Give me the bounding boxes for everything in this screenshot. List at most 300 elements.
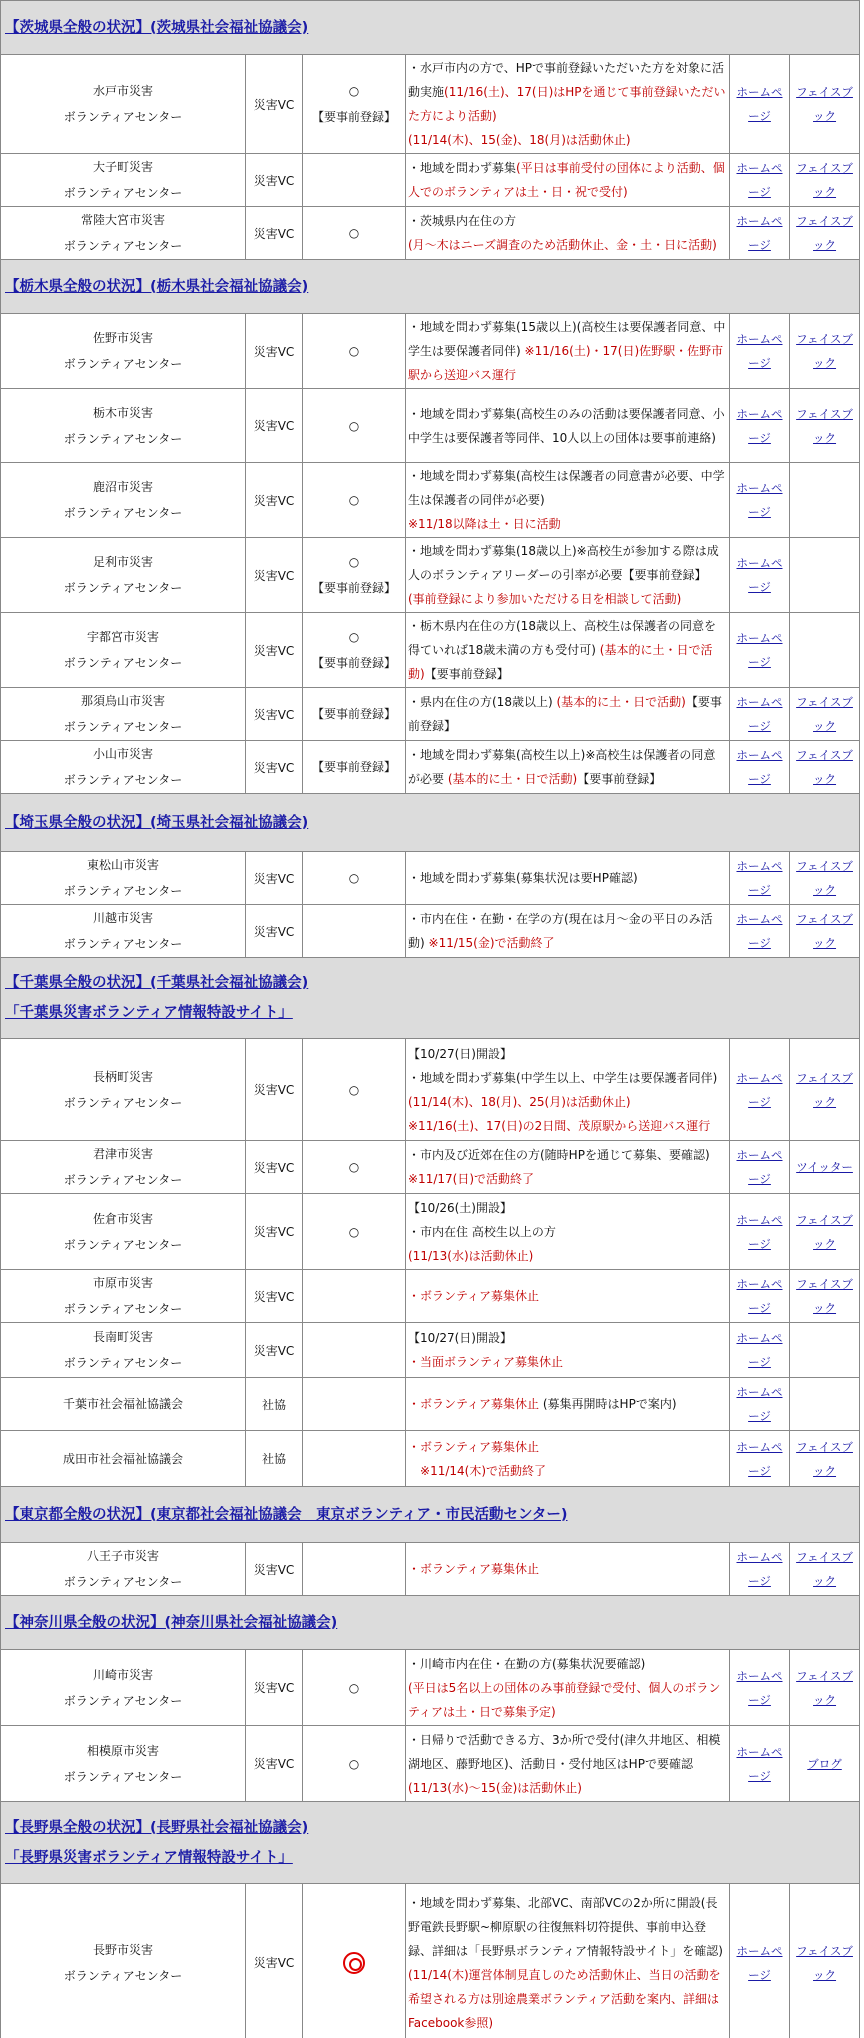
- center-name: [1, 463, 246, 538]
- recruit-note: [406, 1884, 730, 2038]
- table-row: [1, 207, 860, 260]
- homepage-cell: [730, 314, 790, 389]
- homepage-cell: [730, 538, 790, 613]
- tokyo-link[interactable]: 【東京都全般の状況】(東京都社会福祉協議会 東京ボランティア・市民活動センター): [5, 1506, 568, 1523]
- facebook-link[interactable]: フェイスブック: [796, 1439, 853, 1478]
- center-name-line2: ボランティアセンター: [63, 656, 183, 670]
- note-text: ・地域を問わず募集(高校生は保護者の同意書が必要、中学生は保護者の同伴が必要): [408, 469, 725, 507]
- homepage-cell: [730, 207, 790, 260]
- homepage-cell: [730, 154, 790, 207]
- homepage-cell: [730, 905, 790, 958]
- facebook-cell: [790, 613, 860, 688]
- center-name-line1: 栃木市災害: [92, 405, 153, 420]
- facebook-link[interactable]: フェイスブック: [796, 859, 853, 897]
- recruit-status: 【要事前登録】: [303, 688, 406, 741]
- center-name-line1: 宇都宮市災害: [86, 630, 159, 644]
- table-row: [1, 1039, 860, 1141]
- center-name-line1: 小山市災害: [92, 747, 153, 761]
- note-red: ※11/14(木)で活動終了: [420, 1463, 547, 1478]
- center-type: 災害VC: [246, 1884, 303, 2038]
- facebook-link[interactable]: フェイスブック: [796, 1212, 853, 1251]
- kanagawa-link[interactable]: 【神奈川県全般の状況】(神奈川県社会福祉協議会): [5, 1614, 338, 1631]
- note-red: (11/13(水)は活動休止): [408, 1248, 534, 1263]
- recruit-status: [303, 1270, 406, 1323]
- recruit-note: [406, 1431, 730, 1487]
- center-type: 災害VC: [246, 538, 303, 613]
- facebook-cell: [790, 538, 860, 613]
- facebook-link[interactable]: フェイスブック: [796, 85, 853, 123]
- recruit-status: [303, 1323, 406, 1378]
- center-name-line2: ボランティアセンター: [63, 1237, 183, 1252]
- facebook-link[interactable]: フェイスブック: [796, 214, 853, 252]
- section-header-row: [1, 260, 860, 314]
- center-name-line2: ボランティアセンター: [63, 1356, 183, 1370]
- center-name: [1, 1650, 246, 1726]
- facebook-link[interactable]: フェイスブック: [796, 406, 853, 445]
- note-red: (11/14(木)、18(月)、25(月)は活動休止): [408, 1094, 631, 1109]
- note-text: ・地域を問わず募集: [408, 161, 517, 175]
- recruit-status: [303, 55, 406, 154]
- table-row: [1, 389, 860, 463]
- center-name-line1: 長南町災害: [92, 1330, 153, 1344]
- homepage-link[interactable]: ホームページ: [736, 1550, 783, 1588]
- chiba-link[interactable]: 【千葉県全般の状況】(千葉県社会福祉協議会): [5, 975, 309, 991]
- center-name-line2: ボランティアセンター: [63, 1693, 183, 1708]
- center-name-line2: ボランティアセンター: [63, 1575, 183, 1589]
- homepage-cell: [730, 1270, 790, 1323]
- recruit-status: ○: [303, 314, 406, 389]
- table-row: [1, 463, 860, 538]
- recruit-status: [303, 905, 406, 958]
- center-name: [1, 389, 246, 463]
- center-name: [1, 1141, 246, 1194]
- recruit-note: [406, 1543, 730, 1596]
- center-name-line2: ボランティアセンター: [63, 1173, 183, 1187]
- homepage-link[interactable]: ホームページ: [736, 1439, 783, 1478]
- facebook-link[interactable]: フェイスブック: [796, 695, 853, 733]
- facebook-link[interactable]: フェイスブック: [796, 1277, 853, 1315]
- note-red: (11/14(木)運営体制見直しのため活動休止、当日の活動を希望される方は別途農業ボランティア活動を案内、詳細はFacebook参照): [408, 1967, 721, 2030]
- recruit-status: [303, 1543, 406, 1596]
- table-row: [1, 1726, 860, 1802]
- center-type: 災害VC: [246, 1270, 303, 1323]
- facebook-cell: [790, 207, 860, 260]
- homepage-link[interactable]: ホームページ: [736, 912, 783, 950]
- center-name-line2: ボランティアセンター: [63, 884, 183, 898]
- note-text: ・市内及び近郊在住の方(随時HPを通じて募集、要確認): [408, 1148, 710, 1162]
- center-name: [1, 1270, 246, 1323]
- section-tochigi-header: [1, 260, 860, 314]
- note-text: 【10/26(土)開設】: [408, 1200, 512, 1215]
- table-row: [1, 314, 860, 389]
- note-text: 【10/27(日)開設】: [408, 1331, 512, 1345]
- circle-mark: ○: [348, 555, 360, 569]
- facebook-link[interactable]: フェイスブック: [796, 332, 853, 370]
- homepage-link[interactable]: ホームページ: [736, 1331, 783, 1369]
- homepage-cell: [730, 1431, 790, 1487]
- facebook-cell: [790, 1039, 860, 1141]
- recruit-status: [303, 154, 406, 207]
- table-row: [1, 688, 860, 741]
- center-name: [1, 905, 246, 958]
- center-name-line1: 水戸市災害: [92, 84, 153, 98]
- center-type: 災害VC: [246, 1194, 303, 1270]
- facebook-link[interactable]: フェイスブック: [796, 912, 853, 950]
- center-name-line2: ボランティアセンター: [63, 720, 183, 734]
- recruit-status: ○: [303, 852, 406, 905]
- recruit-status: ○: [303, 1141, 406, 1194]
- table-row: [1, 1270, 860, 1323]
- homepage-cell: [730, 741, 790, 794]
- center-name: [1, 55, 246, 154]
- center-type: 災害VC: [246, 55, 303, 154]
- note-text: 【要事前登録】: [424, 667, 509, 681]
- center-name: [1, 154, 246, 207]
- note-text: ・地域を問わず募集(高校生以上)※高校生は保護者の同意が必要: [408, 748, 716, 786]
- homepage-link[interactable]: ホームページ: [736, 85, 783, 123]
- homepage-cell: [730, 1039, 790, 1141]
- center-name-line1: 佐倉市災害: [92, 1211, 153, 1226]
- note-red: (基本的に土・日で活動): [556, 695, 686, 709]
- ibaraki-link[interactable]: 【茨城県全般の状況】(茨城県社会福祉協議会): [5, 19, 309, 36]
- nagano-special-site-link[interactable]: 「長野県災害ボランティア情報特設サイト」: [5, 1849, 293, 1866]
- table-row: [1, 1543, 860, 1596]
- center-name-line2: ボランティアセンター: [63, 357, 183, 371]
- homepage-cell: [730, 613, 790, 688]
- note-text: (募集再開時はHPで案内): [542, 1397, 677, 1411]
- recruit-note: [406, 1323, 730, 1378]
- center-name-line1: 長柄町災害: [92, 1069, 153, 1084]
- note-red: ・ボランティア募集休止: [408, 1289, 540, 1303]
- note-text: 【10/27(日)開設】: [408, 1046, 512, 1061]
- saitama-link[interactable]: 【埼玉県全般の状況】(埼玉県社会福祉協議会): [5, 814, 309, 831]
- center-name: [1, 1039, 246, 1141]
- center-name-line1: 川越市災害: [92, 911, 153, 925]
- homepage-link[interactable]: ホームページ: [736, 406, 783, 445]
- center-type: 社協: [246, 1431, 303, 1487]
- recruit-status: ○: [303, 1650, 406, 1726]
- center-name-line1: 那須烏山市災害: [80, 694, 165, 708]
- facebook-link[interactable]: フェイスブック: [796, 1070, 853, 1109]
- center-type: 災害VC: [246, 613, 303, 688]
- center-name-line1: 川崎市災害: [92, 1667, 153, 1682]
- note-text: ・地域を問わず募集(18歳以上)※高校生が参加する際は成人のボランティアリーダーの引率が必要【要事前登録】: [408, 544, 719, 582]
- center-type: 災害VC: [246, 1323, 303, 1378]
- table-row: [1, 905, 860, 958]
- facebook-cell: [790, 154, 860, 207]
- note-text: ・水戸市内の方で、HPで事前登録いただいた方を対象に活動実施: [408, 61, 725, 99]
- homepage-link[interactable]: ホームページ: [736, 332, 783, 370]
- recruit-status: [303, 1431, 406, 1487]
- note-text: ・地域を問わず募集(中学生以上、中学生は要保護者同伴): [408, 1070, 718, 1085]
- center-type: 災害VC: [246, 154, 303, 207]
- note-red: (平日は事前受付の団体により活動、個人でのボランティアは土・日・祝で受付): [408, 161, 725, 199]
- recruit-note: [406, 905, 730, 958]
- center-name-line2: ボランティアセンター: [63, 773, 183, 787]
- facebook-cell: [790, 905, 860, 958]
- recruit-note: [406, 1194, 730, 1270]
- note-red: ・ボランティア募集休止: [408, 1562, 540, 1576]
- recruit-status: [303, 538, 406, 613]
- double-circle-icon: [343, 1952, 365, 1974]
- note-text: ・日帰りで活動できる方、3か所で受付(津久井地区、相模湖地区、藤野地区)、活動日・受付地区はHPで要確認: [408, 1732, 721, 1771]
- table-row: [1, 1141, 860, 1194]
- center-name-line1: 相模原市災害: [86, 1743, 159, 1758]
- center-name-line2: ボランティアセンター: [63, 1769, 183, 1784]
- note-text: ・県内在住の方(18歳以上): [408, 695, 553, 709]
- center-name-line2: ボランティアセンター: [63, 1302, 183, 1316]
- table-row: [1, 1431, 860, 1487]
- recruit-note: [406, 538, 730, 613]
- facebook-cell: [790, 1270, 860, 1323]
- center-name: 成田市社会福祉協議会: [1, 1431, 246, 1487]
- recruit-note: [406, 1141, 730, 1194]
- homepage-link[interactable]: ホームページ: [736, 1668, 783, 1707]
- center-name-line2: ボランティアセンター: [63, 937, 183, 951]
- homepage-cell: [730, 1378, 790, 1431]
- center-name-line1: 東松山市災害: [86, 858, 159, 872]
- chiba-special-site-link[interactable]: 「千葉県災害ボランティア情報特設サイト」: [5, 1005, 293, 1021]
- homepage-cell: [730, 1884, 790, 2038]
- homepage-link[interactable]: ホームページ: [736, 1744, 783, 1783]
- recruit-note: [406, 1650, 730, 1726]
- section-header-row: [1, 958, 860, 1039]
- homepage-cell: [730, 1726, 790, 1802]
- note-red: ※11/16(土)、17(日)の2日間、茂原駅から送迎バス運行: [408, 1118, 711, 1133]
- center-name: [1, 1726, 246, 1802]
- homepage-cell: [730, 389, 790, 463]
- facebook-cell: [790, 1194, 860, 1270]
- note-red: ※11/16(土)・17(日)佐野駅・佐野市駅から送迎バス運行: [408, 344, 724, 382]
- table-row: [1, 1378, 860, 1431]
- recruit-note: [406, 1270, 730, 1323]
- homepage-link[interactable]: ホームページ: [736, 1385, 783, 1423]
- homepage-link[interactable]: ホームページ: [736, 161, 783, 199]
- section-header-row: [1, 1802, 860, 1884]
- section-header-row: [1, 1, 860, 55]
- recruit-status: ○: [303, 389, 406, 463]
- facebook-cell: [790, 314, 860, 389]
- center-name: [1, 741, 246, 794]
- center-name: 千葉市社会福祉協議会: [1, 1378, 246, 1431]
- center-type: 災害VC: [246, 852, 303, 905]
- twitter-cell: [790, 1141, 860, 1194]
- center-name: [1, 1884, 246, 2038]
- center-type: 災害VC: [246, 905, 303, 958]
- recruit-status: [303, 613, 406, 688]
- recruit-status: ○: [303, 1194, 406, 1270]
- note-red: ※11/18以降は土・日に活動: [408, 517, 561, 531]
- homepage-cell: [730, 463, 790, 538]
- center-name: [1, 207, 246, 260]
- facebook-link[interactable]: フェイスブック: [796, 1943, 853, 1982]
- twitter-link[interactable]: ツイッター: [796, 1160, 853, 1174]
- note-red: ・当面ボランティア募集休止: [408, 1355, 564, 1369]
- note-red: ※11/15(金)で活動終了: [428, 936, 555, 950]
- recruit-status: [303, 1378, 406, 1431]
- table-row: [1, 1884, 860, 2038]
- section-kanagawa-header: [1, 1596, 860, 1650]
- facebook-cell: [790, 1884, 860, 2038]
- facebook-cell: [790, 389, 860, 463]
- homepage-link[interactable]: ホームページ: [736, 1277, 783, 1315]
- center-name-line1: 足利市災害: [92, 555, 153, 569]
- note-text: ・栃木県内在住の方(18歳以上、高校生は保護者の同意を得ていれば18歳未満の方も受付可): [408, 619, 716, 657]
- facebook-cell: [790, 463, 860, 538]
- section-tokyo-header: [1, 1487, 860, 1543]
- recruit-note: [406, 55, 730, 154]
- homepage-link[interactable]: ホームページ: [736, 1148, 783, 1186]
- center-name: [1, 1543, 246, 1596]
- table-row: [1, 154, 860, 207]
- prereg-mark: 【要事前登録】: [311, 110, 396, 124]
- note-text: ・市内在住 高校生以上の方: [408, 1224, 556, 1239]
- recruit-note: [406, 463, 730, 538]
- recruit-status: 【要事前登録】: [303, 741, 406, 794]
- note-text: ・川崎市内在住・在勤の方(募集状況要確認): [408, 1656, 646, 1671]
- homepage-link[interactable]: ホームページ: [736, 748, 783, 786]
- facebook-link[interactable]: フェイスブック: [796, 1550, 853, 1588]
- recruit-note: ・地域を問わず募集(高校生のみの活動は要保護者同意、小中学生は要保護者等同伴、10人以上の団体は要事前連絡): [406, 389, 730, 463]
- center-name: [1, 688, 246, 741]
- recruit-note: [406, 613, 730, 688]
- note-text: ・地域を問わず募集(15歳以上)(高校生は要保護者同意、中学生は要保護者同伴): [408, 320, 726, 358]
- homepage-cell: [730, 1141, 790, 1194]
- homepage-link[interactable]: ホームページ: [736, 1943, 783, 1982]
- section-header-row: [1, 1487, 860, 1543]
- recruit-note: [406, 314, 730, 389]
- note-text: ・市内在住・在勤・在学の方(現在は月～金の平日のみ活動): [408, 912, 713, 950]
- facebook-cell: [790, 1431, 860, 1487]
- facebook-link[interactable]: フェイスブック: [796, 1668, 853, 1707]
- recruit-note: [406, 1378, 730, 1431]
- center-type: 災害VC: [246, 1543, 303, 1596]
- center-name-line2: ボランティアセンター: [63, 239, 183, 253]
- facebook-cell: [790, 852, 860, 905]
- table-row: [1, 852, 860, 905]
- homepage-cell: [730, 55, 790, 154]
- center-name-line1: 市原市災害: [92, 1276, 153, 1290]
- recruit-status: ○: [303, 1039, 406, 1141]
- center-name-line1: 長野市災害: [92, 1942, 153, 1957]
- tochigi-link[interactable]: 【栃木県全般の状況】(栃木県社会福祉協議会): [5, 278, 309, 295]
- homepage-cell: [730, 1323, 790, 1378]
- facebook-cell: [790, 1378, 860, 1431]
- table-row: [1, 55, 860, 154]
- homepage-link[interactable]: ホームページ: [736, 859, 783, 897]
- facebook-link[interactable]: フェイスブック: [796, 161, 853, 199]
- note-text: ・茨城県内在住の方: [408, 214, 517, 228]
- note-red: (11/14(木)、15(金)、18(月)は活動休止): [408, 133, 631, 147]
- homepage-link[interactable]: ホームページ: [736, 695, 783, 733]
- section-nagano-header: [1, 1802, 860, 1884]
- prereg-mark: 【要事前登録】: [311, 581, 396, 595]
- center-type: 災害VC: [246, 389, 303, 463]
- note-text: 【要事前登録】: [408, 695, 722, 733]
- note-red: ※11/17(日)で活動終了: [408, 1172, 535, 1186]
- table-row: [1, 1194, 860, 1270]
- center-name-line2: ボランティアセンター: [63, 186, 183, 200]
- blog-cell: [790, 1726, 860, 1802]
- center-type: 災害VC: [246, 1726, 303, 1802]
- center-type: 災害VC: [246, 314, 303, 389]
- center-name-line1: 鹿沼市災害: [92, 480, 153, 494]
- center-type: 災害VC: [246, 463, 303, 538]
- recruit-status: ○: [303, 1726, 406, 1802]
- note-text: 【要事前登録】: [577, 772, 662, 786]
- center-type: 災害VC: [246, 1650, 303, 1726]
- homepage-link[interactable]: ホームページ: [736, 481, 783, 519]
- recruit-note: [406, 741, 730, 794]
- recruit-note: [406, 688, 730, 741]
- center-name-line1: 大子町災害: [92, 160, 153, 174]
- center-name-line2: ボランティアセンター: [63, 1968, 183, 1983]
- blog-link[interactable]: ブログ: [807, 1756, 842, 1771]
- section-chiba-header: [1, 958, 860, 1039]
- homepage-cell: [730, 1650, 790, 1726]
- recruit-note: [406, 1039, 730, 1141]
- note-red: (11/16(土)、17(日)はHPを通じて事前登録いただいた方により活動): [408, 85, 726, 123]
- note-red: (基本的に土・日で活動): [408, 643, 713, 681]
- center-name-line1: 常陸大宮市災害: [80, 213, 165, 227]
- homepage-link[interactable]: ホームページ: [736, 1212, 783, 1251]
- center-name: [1, 613, 246, 688]
- nagano-link[interactable]: 【長野県全般の状況】(長野県社会福祉協議会): [5, 1819, 309, 1836]
- center-name: [1, 314, 246, 389]
- homepage-cell: [730, 1543, 790, 1596]
- recruit-status: ○: [303, 207, 406, 260]
- center-name-line1: 佐野市災害: [92, 331, 153, 345]
- facebook-cell: [790, 688, 860, 741]
- center-type: 社協: [246, 1378, 303, 1431]
- homepage-link[interactable]: ホームページ: [736, 556, 783, 594]
- center-name: [1, 538, 246, 613]
- note-red: (月～木はニーズ調査のため活動休止、金・土・日に活動): [408, 238, 717, 252]
- recruit-note: [406, 154, 730, 207]
- recruit-status: [303, 1884, 406, 2038]
- facebook-cell: [790, 741, 860, 794]
- section-ibaraki-header: [1, 1, 860, 55]
- center-name-line2: ボランティアセンター: [63, 581, 183, 595]
- prereg-mark: 【要事前登録】: [311, 656, 396, 670]
- section-header-row: [1, 794, 860, 852]
- center-type: 災害VC: [246, 1141, 303, 1194]
- table-row: [1, 538, 860, 613]
- note-text: ・地域を問わず募集、北部VC、南部VCの2か所に開設(長野電鉄長野駅~柳原駅の往復無料切符提供、事前申込登録、詳細は「長野県ボランティア情報特設サイト」を確認): [408, 1895, 723, 1958]
- center-name-line2: ボランティアセンター: [63, 506, 183, 520]
- homepage-link[interactable]: ホームページ: [736, 1070, 783, 1109]
- homepage-cell: [730, 852, 790, 905]
- recruit-note: [406, 1726, 730, 1802]
- section-saitama-header: [1, 794, 860, 852]
- facebook-link[interactable]: フェイスブック: [796, 748, 853, 786]
- table-row: [1, 613, 860, 688]
- facebook-cell: [790, 1543, 860, 1596]
- homepage-cell: [730, 688, 790, 741]
- note-red: (基本的に土・日で活動): [447, 772, 578, 786]
- facebook-cell: [790, 1323, 860, 1378]
- center-type: 災害VC: [246, 688, 303, 741]
- center-name: [1, 1194, 246, 1270]
- center-type: 災害VC: [246, 741, 303, 794]
- note-red: (11/13(水)～15(金)は活動休止): [408, 1780, 582, 1795]
- homepage-link[interactable]: ホームページ: [736, 631, 783, 669]
- section-header-row: [1, 1596, 860, 1650]
- table-row: [1, 741, 860, 794]
- recruit-status: ○: [303, 463, 406, 538]
- note-red: ・ボランティア募集休止: [408, 1397, 540, 1411]
- homepage-link[interactable]: ホームページ: [736, 214, 783, 252]
